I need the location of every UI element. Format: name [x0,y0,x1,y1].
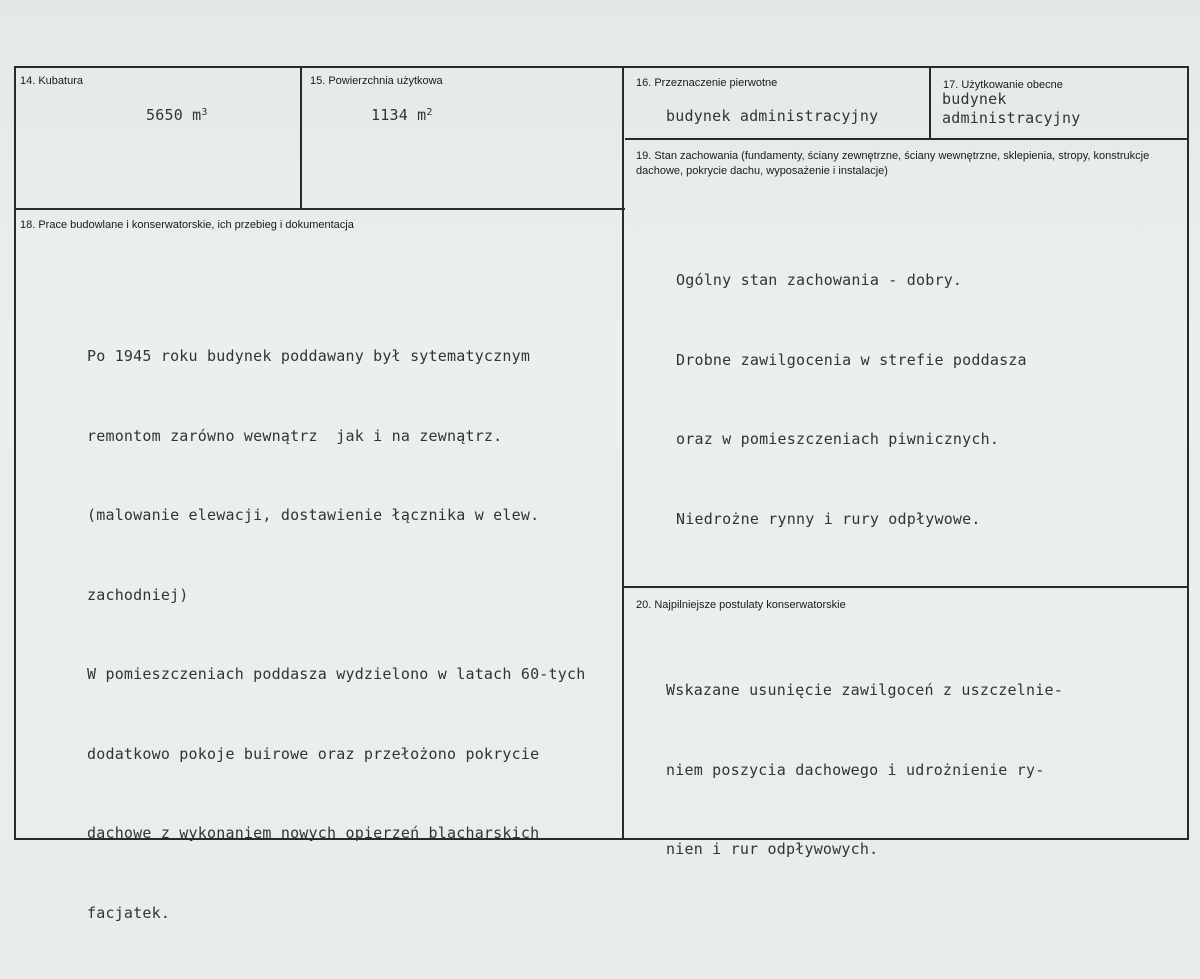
area-value: 1134 m [371,106,427,124]
volume-value: 5650 m [146,106,202,124]
field-20-line: nien i rur odpływowych. [666,840,879,858]
area-unit-sup: 2 [426,107,433,118]
field-20-label: 20. Najpilniejsze postulaty konserwatorskie [636,599,846,611]
divider-right-row2 [623,586,1188,588]
divider-top [14,66,1188,68]
field-18-line: remontom zarówno wewnątrz jak i na zewnątrz. [87,426,503,445]
field-19-text [676,214,1027,585]
field-14-label: 14. Kubatura [20,75,83,87]
field-17-line-1: budynek [942,90,1007,108]
field-18-label: 18. Prace budowlane i konserwatorskie, ich przebieg i dokumentacja [20,219,354,231]
field-17-line-2: administracyjny [942,109,1081,127]
field-15-value [371,106,433,124]
field-19-line: Niedrożne rynny i rury odpływowe. [676,509,981,528]
field-19-line: Ogólny stan zachowania - dobry. [676,271,963,289]
volume-unit-sup: 3 [201,107,208,118]
border-right [1187,66,1189,840]
divider-left-row1 [14,208,625,210]
border-left [14,66,16,840]
divider-col-center [622,66,624,840]
field-18-text [87,290,585,979]
divider-col-16-17 [929,66,931,139]
field-20-line: Wskazane usunięcie zawilgoceń z uszczelnie- [666,681,1063,699]
divider-right-row1 [625,138,1188,140]
field-16-value: budynek administracyjny [666,107,879,125]
divider-col-14-15 [300,66,302,209]
field-18-line: dodatkowo pokoje buirowe oraz przełożono pokrycie [87,744,540,763]
field-19-label: 19. Stan zachowania (fundamenty, ściany zewnętrzne, ściany wewnętrzne, sklepienia, stropy, konstrukcje dachowe, pokrycie dachu, wyposażenie i instalacje) [636,150,1150,177]
field-18-line: Po 1945 roku budynek poddawany był sytematycznym [87,347,531,365]
field-18-line: (malowanie elewacji, dostawienie łącznika w elew. [87,506,540,524]
field-18-line: W pomieszczeniach poddasza wydzielono w latach 60-tych [87,665,586,683]
field-20-line: niem poszycia dachowego i udrożnienie ry- [666,760,1045,779]
field-17-label: 17. Użytkowanie obecne [943,79,1063,91]
field-16-label: 16. Przeznaczenie pierwotne [636,77,778,89]
field-18-line: facjatek. [87,903,171,922]
field-15-label: 15. Powierzchnia użytkowa [310,75,443,87]
field-19-line: Drobne zawilgocenia w strefie poddasza [676,350,1027,369]
field-19-line: oraz w pomieszczeniach piwnicznych. [676,430,1000,448]
field-18-line: dachowe z wykonaniem nowych opierzeń blacharskich [87,824,540,842]
field-20-text [666,624,1063,916]
field-14-value [146,106,208,124]
field-18-line: zachodniej) [87,585,189,604]
